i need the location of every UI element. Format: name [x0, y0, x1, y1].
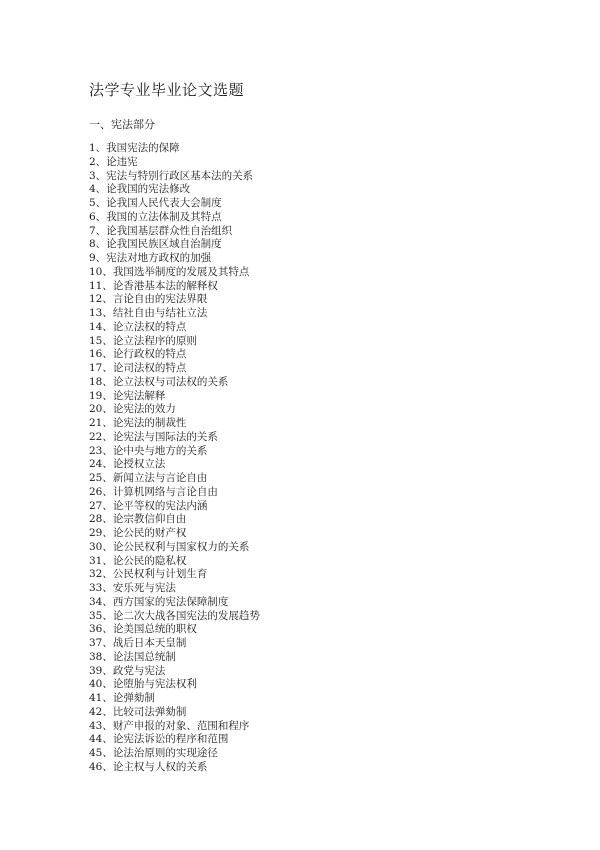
list-item: 32、公民权利与计划生育 [89, 568, 208, 581]
list-item: 14、论立法权的特点 [89, 320, 187, 333]
list-item: 26、计算机网络与言论自由 [89, 485, 218, 498]
list-item: 13、结社自由与结社立法 [89, 307, 208, 319]
topic-list [89, 142, 260, 775]
list-item: 43、财产申报的对象、范围和程序 [89, 719, 250, 732]
list-item: 2、论违宪 [89, 155, 138, 168]
list-item: 15、论立法程序的原则 [89, 334, 197, 347]
list-item: 21、论宪法的制裁性 [89, 417, 187, 429]
list-item: 3、宪法与特别行政区基本法的关系 [89, 169, 254, 182]
list-item: 38、论法国总统制 [89, 650, 176, 663]
list-item: 28、论宗教信仰自由 [89, 513, 187, 526]
section-heading: 一、宪法部分 [89, 118, 155, 131]
list-item: 34、西方国家的宪法保障制度 [89, 595, 229, 608]
list-item: 18、论立法权与司法权的关系 [89, 375, 229, 388]
list-item: 16、论行政权的特点 [89, 348, 187, 361]
list-item: 12、言论自由的宪法界限 [89, 293, 208, 306]
page-title: 法学专业毕业论文选题 [89, 81, 245, 99]
list-item: 40、论堕胎与宪法权利 [89, 678, 197, 691]
list-item: 17、论司法权的特点 [89, 362, 187, 374]
list-item: 6、我国的立法体制及其特点 [89, 210, 222, 223]
list-item: 7、论我国基层群众性自治组织 [89, 224, 233, 237]
list-item: 41、论弹劾制 [89, 692, 155, 704]
list-item: 9、宪法对地方政权的加强 [89, 252, 212, 264]
list-item: 5、论我国人民代表大会制度 [89, 197, 222, 209]
list-item: 19、论宪法解释 [89, 389, 166, 402]
list-item: 11、论香港基本法的解释权 [89, 279, 218, 292]
list-item: 8、论我国民族区域自治制度 [89, 238, 222, 251]
list-item: 31、论公民的隐私权 [89, 554, 187, 567]
list-item: 35、论二次大战各国宪法的发展趋势 [89, 609, 260, 622]
list-item: 44、论宪法诉讼的程序和范围 [89, 733, 229, 746]
list-item: 46、论主权与人权的关系 [89, 760, 208, 773]
list-item: 1、我国宪法的保障 [89, 142, 180, 154]
list-item: 39、政党与宪法 [89, 664, 166, 677]
list-item: 22、论宪法与国际法的关系 [89, 430, 218, 443]
list-item: 27、论平等权的宪法内涵 [89, 499, 208, 512]
list-item: 42、比较司法弹劾制 [89, 705, 187, 718]
list-item: 29、论公民的财产权 [89, 527, 187, 539]
list-item: 23、论中央与地方的关系 [89, 444, 208, 457]
list-item: 30、论公民权利与国家权力的关系 [89, 540, 250, 553]
list-item: 4、论我国的宪法修改 [89, 183, 191, 196]
list-item: 20、论宪法的效力 [89, 403, 176, 416]
list-item: 25、新闻立法与言论自由 [89, 472, 208, 484]
list-item: 10、我国选举制度的发展及其特点 [89, 265, 250, 278]
list-item: 37、战后日本天皇制 [89, 637, 187, 649]
list-item: 45、论法治原则的实现途径 [89, 747, 218, 759]
list-item: 24、论授权立法 [89, 458, 166, 471]
list-item: 33、安乐死与宪法 [89, 582, 176, 594]
list-item: 36、论美国总统的职权 [89, 623, 197, 636]
